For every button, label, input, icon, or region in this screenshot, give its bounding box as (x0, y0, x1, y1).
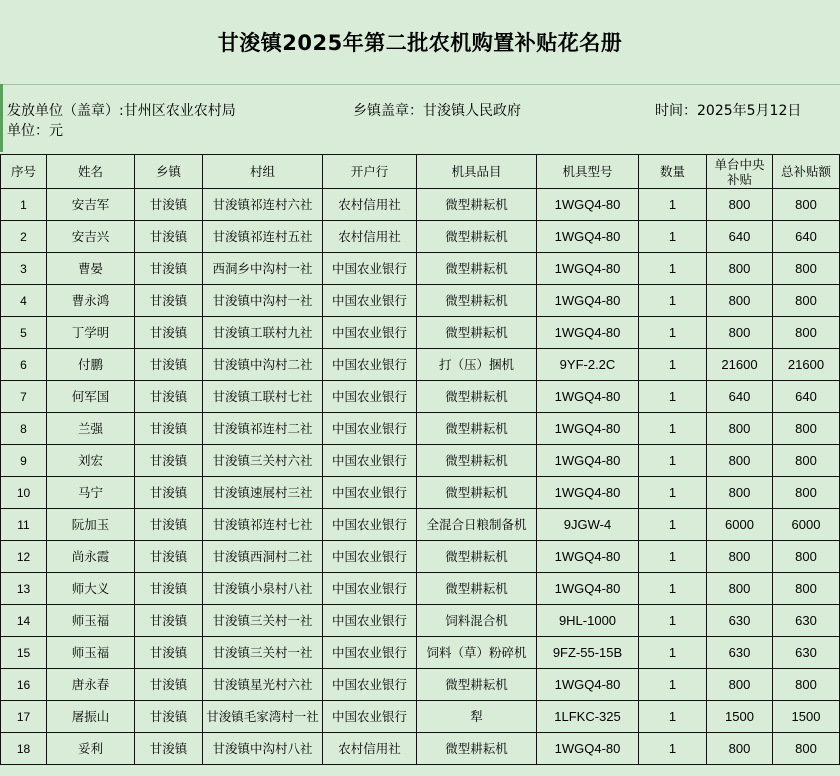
cell-town[interactable]: 甘浚镇 (135, 573, 203, 605)
cell-town[interactable]: 甘浚镇 (135, 349, 203, 381)
cell-qty[interactable]: 1 (639, 349, 707, 381)
cell-qty[interactable]: 1 (639, 285, 707, 317)
cell-item[interactable]: 饲料（草）粉碎机 (417, 637, 537, 669)
header-col-bank[interactable]: 开户行 (323, 155, 417, 189)
cell-item[interactable]: 微型耕耘机 (417, 381, 537, 413)
cell-unit-subsidy[interactable]: 800 (707, 445, 773, 477)
cell-total-subsidy[interactable]: 6000 (773, 509, 840, 541)
table-row (1, 317, 840, 349)
cell-qty[interactable]: 1 (639, 605, 707, 637)
table-row (1, 573, 840, 605)
cell-bank[interactable]: 中国农业银行 (323, 285, 417, 317)
cell-village[interactable]: 甘浚镇祁连村二社 (203, 413, 323, 445)
cell-bank[interactable]: 中国农业银行 (323, 381, 417, 413)
issuer-label: 发放单位（盖章）:甘州区农业农村局 (7, 103, 236, 119)
title-cell[interactable] (0, 0, 840, 85)
cell-model[interactable]: 1WGQ4-80 (537, 189, 639, 221)
cell-item[interactable]: 微型耕耘机 (417, 733, 537, 765)
header-col-qty[interactable]: 数量 (639, 155, 707, 189)
cell-village[interactable]: 甘浚镇三关村六社 (203, 445, 323, 477)
cell-bank[interactable]: 农村信用社 (323, 189, 417, 221)
cell-qty[interactable]: 1 (639, 669, 707, 701)
cell-item[interactable]: 微型耕耘机 (417, 477, 537, 509)
unit-label: 单位：元 (7, 123, 63, 139)
table-row (1, 253, 840, 285)
cell-town[interactable]: 甘浚镇 (135, 701, 203, 733)
table-row (1, 541, 840, 573)
cell-qty[interactable]: 1 (639, 189, 707, 221)
cell-name[interactable]: 马宁 (47, 477, 135, 509)
header-col-total-subsidy[interactable]: 总补贴额 (773, 155, 840, 189)
date-label: 时间：2025年5月12日 (655, 103, 802, 119)
cell-village[interactable]: 甘浚镇小泉村八社 (203, 573, 323, 605)
cell-town[interactable]: 甘浚镇 (135, 285, 203, 317)
cell-bank[interactable]: 中国农业银行 (323, 637, 417, 669)
table-row (1, 381, 840, 413)
cell-name[interactable]: 兰强 (47, 413, 135, 445)
cell-total-subsidy[interactable]: 630 (773, 637, 840, 669)
cell-qty[interactable]: 1 (639, 253, 707, 285)
cell-town[interactable]: 甘浚镇 (135, 733, 203, 765)
cell-unit-subsidy[interactable]: 800 (707, 573, 773, 605)
cell-item[interactable]: 微型耕耘机 (417, 413, 537, 445)
cell-unit-subsidy[interactable]: 6000 (707, 509, 773, 541)
cell-town[interactable]: 甘浚镇 (135, 317, 203, 349)
cell-index[interactable]: 3 (1, 253, 47, 285)
cell-item[interactable]: 全混合日粮制备机 (417, 509, 537, 541)
cell-item[interactable]: 犁 (417, 701, 537, 733)
cell-model[interactable]: 1WGQ4-80 (537, 285, 639, 317)
cell-item[interactable]: 微型耕耘机 (417, 317, 537, 349)
header-col-village[interactable]: 村组 (203, 155, 323, 189)
cell-unit-subsidy[interactable]: 800 (707, 285, 773, 317)
cell-item[interactable]: 微型耕耘机 (417, 573, 537, 605)
cell-index[interactable]: 2 (1, 221, 47, 253)
cell-index[interactable]: 18 (1, 733, 47, 765)
cell-index[interactable]: 4 (1, 285, 47, 317)
cell-total-subsidy[interactable]: 800 (773, 413, 840, 445)
cell-model[interactable]: 9HL-1000 (537, 605, 639, 637)
cell-village[interactable]: 甘浚镇中沟村一社 (203, 285, 323, 317)
document-title: 甘浚镇2025年第二批农机购置补贴花名册 (217, 31, 623, 55)
cell-total-subsidy[interactable]: 21600 (773, 349, 840, 381)
cell-index[interactable]: 9 (1, 445, 47, 477)
cell-total-subsidy[interactable]: 800 (773, 669, 840, 701)
cell-name[interactable]: 妥利 (47, 733, 135, 765)
header-col-index[interactable]: 序号 (1, 155, 47, 189)
cell-name[interactable]: 师玉福 (47, 605, 135, 637)
table-row (1, 605, 840, 637)
cell-unit-subsidy[interactable]: 800 (707, 669, 773, 701)
cell-qty[interactable]: 1 (639, 573, 707, 605)
cell-index[interactable]: 13 (1, 573, 47, 605)
cell-index[interactable]: 11 (1, 509, 47, 541)
cell-model[interactable]: 9YF-2.2C (537, 349, 639, 381)
cell-name[interactable]: 安吉军 (47, 189, 135, 221)
cell-village[interactable]: 甘浚镇三关村一社 (203, 605, 323, 637)
cell-index[interactable]: 15 (1, 637, 47, 669)
cell-model[interactable]: 1WGQ4-80 (537, 221, 639, 253)
cell-index[interactable]: 10 (1, 477, 47, 509)
cell-name[interactable]: 师玉福 (47, 637, 135, 669)
cell-model[interactable]: 1WGQ4-80 (537, 573, 639, 605)
cell-village[interactable]: 甘浚镇星光村六社 (203, 669, 323, 701)
cell-bank[interactable]: 中国农业银行 (323, 669, 417, 701)
cell-total-subsidy[interactable]: 800 (773, 189, 840, 221)
cell-total-subsidy[interactable]: 1500 (773, 701, 840, 733)
cell-model[interactable]: 1WGQ4-80 (537, 445, 639, 477)
cell-village[interactable]: 甘浚镇祁连村六社 (203, 189, 323, 221)
cell-total-subsidy[interactable]: 800 (773, 445, 840, 477)
cell-qty[interactable]: 1 (639, 445, 707, 477)
cell-bank[interactable]: 中国农业银行 (323, 605, 417, 637)
cell-total-subsidy[interactable]: 800 (773, 285, 840, 317)
table-row (1, 733, 840, 765)
cell-total-subsidy[interactable]: 800 (773, 573, 840, 605)
cell-village[interactable]: 甘浚镇工联村九社 (203, 317, 323, 349)
header-col-item[interactable]: 机具品目 (417, 155, 537, 189)
cell-item[interactable]: 微型耕耘机 (417, 189, 537, 221)
cell-unit-subsidy[interactable]: 800 (707, 541, 773, 573)
cell-town[interactable]: 甘浚镇 (135, 413, 203, 445)
cell-unit-subsidy[interactable]: 800 (707, 477, 773, 509)
cell-qty[interactable]: 1 (639, 317, 707, 349)
table-row (1, 637, 840, 669)
cell-total-subsidy[interactable]: 800 (773, 317, 840, 349)
cell-village[interactable]: 甘浚镇工联村七社 (203, 381, 323, 413)
cell-town[interactable]: 甘浚镇 (135, 221, 203, 253)
cell-town[interactable]: 甘浚镇 (135, 669, 203, 701)
table-row (1, 221, 840, 253)
cell-qty[interactable]: 1 (639, 541, 707, 573)
cell-item[interactable]: 微型耕耘机 (417, 669, 537, 701)
cell-town[interactable]: 甘浚镇 (135, 637, 203, 669)
table-row (1, 701, 840, 733)
cell-model[interactable]: 9FZ-55-15B (537, 637, 639, 669)
table-row (1, 285, 840, 317)
cell-total-subsidy[interactable]: 800 (773, 541, 840, 573)
cell-village[interactable]: 甘浚镇速展村三社 (203, 477, 323, 509)
cell-name[interactable]: 师大义 (47, 573, 135, 605)
cell-index[interactable]: 12 (1, 541, 47, 573)
cell-unit-subsidy[interactable]: 800 (707, 253, 773, 285)
cell-name[interactable]: 屠振山 (47, 701, 135, 733)
cell-name[interactable]: 丁学明 (47, 317, 135, 349)
cell-village[interactable]: 甘浚镇祁连村七社 (203, 509, 323, 541)
header-col-unit-subsidy[interactable]: 单台中央补贴 (707, 155, 773, 189)
cell-bank[interactable]: 中国农业银行 (323, 477, 417, 509)
cell-town[interactable]: 甘浚镇 (135, 477, 203, 509)
cell-total-subsidy[interactable]: 640 (773, 221, 840, 253)
table-row (1, 349, 840, 381)
cell-bank[interactable]: 农村信用社 (323, 733, 417, 765)
cell-index[interactable]: 6 (1, 349, 47, 381)
cell-model[interactable]: 1WGQ4-80 (537, 669, 639, 701)
cell-total-subsidy[interactable]: 800 (773, 477, 840, 509)
cell-item[interactable]: 微型耕耘机 (417, 445, 537, 477)
cell-name[interactable]: 付鹏 (47, 349, 135, 381)
cell-bank[interactable]: 中国农业银行 (323, 413, 417, 445)
cell-bank[interactable]: 中国农业银行 (323, 253, 417, 285)
info-row[interactable] (0, 84, 840, 152)
cell-qty[interactable]: 1 (639, 221, 707, 253)
cell-name[interactable]: 尚永霞 (47, 541, 135, 573)
cell-qty[interactable]: 1 (639, 477, 707, 509)
cell-unit-subsidy[interactable]: 800 (707, 189, 773, 221)
cell-town[interactable]: 甘浚镇 (135, 253, 203, 285)
cell-name[interactable]: 阮加玉 (47, 509, 135, 541)
cell-total-subsidy[interactable]: 800 (773, 253, 840, 285)
cell-item[interactable]: 微型耕耘机 (417, 221, 537, 253)
subsidy-table (0, 154, 840, 765)
cell-village[interactable]: 西洞乡中沟村一社 (203, 253, 323, 285)
cell-bank[interactable]: 中国农业银行 (323, 701, 417, 733)
cell-total-subsidy[interactable]: 640 (773, 381, 840, 413)
cell-bank[interactable]: 中国农业银行 (323, 573, 417, 605)
cell-index[interactable]: 16 (1, 669, 47, 701)
cell-village[interactable]: 甘浚镇毛家湾村一社 (203, 701, 323, 733)
cell-bank[interactable]: 中国农业银行 (323, 445, 417, 477)
cell-model[interactable]: 1WGQ4-80 (537, 317, 639, 349)
cell-name[interactable]: 安吉兴 (47, 221, 135, 253)
cell-model[interactable]: 1WGQ4-80 (537, 541, 639, 573)
cell-name[interactable]: 何军国 (47, 381, 135, 413)
table-row (1, 669, 840, 701)
cell-model[interactable]: 1WGQ4-80 (537, 413, 639, 445)
cell-name[interactable]: 刘宏 (47, 445, 135, 477)
header-col-model[interactable]: 机具型号 (537, 155, 639, 189)
cell-index[interactable]: 14 (1, 605, 47, 637)
cell-index[interactable]: 7 (1, 381, 47, 413)
cell-village[interactable]: 甘浚镇祁连村五社 (203, 221, 323, 253)
cell-bank[interactable]: 中国农业银行 (323, 317, 417, 349)
cell-model[interactable]: 1WGQ4-80 (537, 477, 639, 509)
cell-item[interactable]: 微型耕耘机 (417, 285, 537, 317)
cell-town[interactable]: 甘浚镇 (135, 189, 203, 221)
table-row (1, 509, 840, 541)
cell-unit-subsidy[interactable]: 630 (707, 637, 773, 669)
cell-model[interactable]: 9JGW-4 (537, 509, 639, 541)
cell-village[interactable]: 甘浚镇三关村一社 (203, 637, 323, 669)
header-row (1, 155, 840, 189)
cell-total-subsidy[interactable]: 630 (773, 605, 840, 637)
cell-index[interactable]: 17 (1, 701, 47, 733)
cell-qty[interactable]: 1 (639, 701, 707, 733)
cell-town[interactable]: 甘浚镇 (135, 445, 203, 477)
cell-unit-subsidy[interactable]: 800 (707, 413, 773, 445)
cell-unit-subsidy[interactable]: 1500 (707, 701, 773, 733)
cell-qty[interactable]: 1 (639, 509, 707, 541)
cell-name[interactable]: 唐永春 (47, 669, 135, 701)
cell-model[interactable]: 1WGQ4-80 (537, 381, 639, 413)
cell-model[interactable]: 1WGQ4-80 (537, 733, 639, 765)
town-seal-label: 乡镇盖章：甘浚镇人民政府 (353, 103, 521, 119)
table-row (1, 477, 840, 509)
cell-model[interactable]: 1WGQ4-80 (537, 253, 639, 285)
cell-village[interactable]: 甘浚镇中沟村二社 (203, 349, 323, 381)
cell-village[interactable]: 甘浚镇中沟村八社 (203, 733, 323, 765)
cell-qty[interactable]: 1 (639, 637, 707, 669)
cell-index[interactable]: 5 (1, 317, 47, 349)
cell-village[interactable]: 甘浚镇西洞村二社 (203, 541, 323, 573)
cell-qty[interactable]: 1 (639, 381, 707, 413)
cell-item[interactable]: 微型耕耘机 (417, 541, 537, 573)
cell-bank[interactable]: 中国农业银行 (323, 541, 417, 573)
cell-unit-subsidy[interactable]: 640 (707, 381, 773, 413)
header-col-town[interactable]: 乡镇 (135, 155, 203, 189)
cell-unit-subsidy[interactable]: 800 (707, 317, 773, 349)
table-row (1, 413, 840, 445)
table-body (1, 189, 840, 765)
cell-index[interactable]: 1 (1, 189, 47, 221)
cell-unit-subsidy[interactable]: 630 (707, 605, 773, 637)
cell-item[interactable]: 打（压）捆机 (417, 349, 537, 381)
cell-unit-subsidy[interactable]: 640 (707, 221, 773, 253)
cell-name[interactable]: 曹永鸿 (47, 285, 135, 317)
table-row (1, 189, 840, 221)
table-row (1, 445, 840, 477)
header-col-name[interactable]: 姓名 (47, 155, 135, 189)
cell-town[interactable]: 甘浚镇 (135, 605, 203, 637)
cell-index[interactable]: 8 (1, 413, 47, 445)
cell-bank[interactable]: 中国农业银行 (323, 509, 417, 541)
cell-qty[interactable]: 1 (639, 413, 707, 445)
cell-town[interactable]: 甘浚镇 (135, 381, 203, 413)
cell-bank[interactable]: 农村信用社 (323, 221, 417, 253)
cell-item[interactable]: 饲料混合机 (417, 605, 537, 637)
cell-town[interactable]: 甘浚镇 (135, 541, 203, 573)
cell-unit-subsidy[interactable]: 800 (707, 733, 773, 765)
cell-qty[interactable]: 1 (639, 733, 707, 765)
cell-unit-subsidy[interactable]: 21600 (707, 349, 773, 381)
cell-name[interactable]: 曹晏 (47, 253, 135, 285)
cell-model[interactable]: 1LFKC-325 (537, 701, 639, 733)
cell-total-subsidy[interactable]: 800 (773, 733, 840, 765)
cell-bank[interactable]: 中国农业银行 (323, 349, 417, 381)
cell-item[interactable]: 微型耕耘机 (417, 253, 537, 285)
cell-town[interactable]: 甘浚镇 (135, 509, 203, 541)
